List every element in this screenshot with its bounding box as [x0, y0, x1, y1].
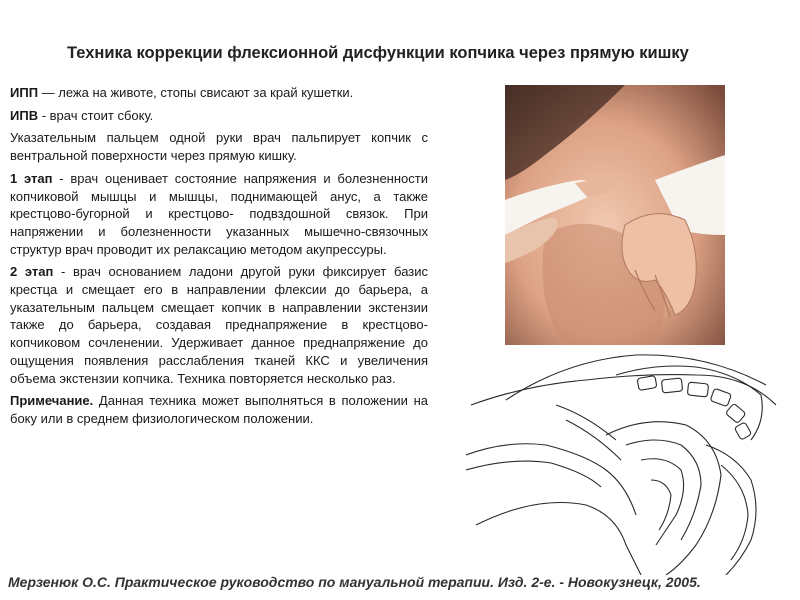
paragraph-stage1	[10, 170, 428, 259]
stage1-label: 1 этап	[10, 170, 53, 186]
ipv-text: - врач стоит сбоку.	[38, 107, 154, 123]
stage2-label: 2 этап	[10, 264, 54, 280]
stage1-text: - врач оценивает состояние напряжения и болезненности копчиковой мышцы и мышцы, поднимающей анус, а также крестцово-бугорной и крестцово- подвздошной связок. При напряжении и болезненности указанных мышечно-связочных структур врач проводит их релаксацию методом акупрессуры.	[10, 170, 428, 257]
note-label: Примечание.	[10, 393, 94, 409]
paragraph-palpation: Указательным пальцем одной руки врач пальпирует копчик с вентральной поверхности через прямую кишку.	[10, 130, 428, 164]
ipp-text: — лежа на животе, стопы свисают за край кушетки.	[38, 85, 354, 100]
page-title: Техника коррекции флексионной дисфункции копчика через прямую кишку	[67, 44, 689, 62]
citation-footer: Мерзенюк О.С. Практическое руководство по мануальной терапии. Изд. 2-е. - Новокузнецк, 2005.	[8, 574, 701, 590]
paragraph-ipp	[10, 84, 428, 102]
technique-photo	[505, 85, 725, 345]
ipp-label: ИПП	[10, 85, 39, 100]
note-text: Данная техника может выполняться в положении на боку или в среднем физиологическом положении.	[10, 393, 428, 426]
anatomy-sketch-drawing	[466, 345, 792, 575]
body-text	[10, 84, 428, 600]
stage2-text: - врач основанием ладони другой руки фиксирует базис крестца и смещает его в направлении флексии до барьера, а указательным пальцем смещает копчик в направлении экстензии также до барьера, создавая преднапряжение в крестцово-копчиковом сочленении. Удерживает данное преднапряжение до ощущения появления расслабления тканей ККС и увеличения объема экстензии копчика. Техника повторяется несколько раз.	[10, 264, 428, 386]
technique-photo-drawing	[505, 85, 725, 345]
paragraph-ipv	[10, 107, 428, 125]
anatomy-sketch	[466, 345, 792, 575]
paragraph-stage2	[10, 263, 428, 387]
ipv-label: ИПВ	[10, 107, 39, 123]
paragraph-note	[10, 392, 428, 427]
